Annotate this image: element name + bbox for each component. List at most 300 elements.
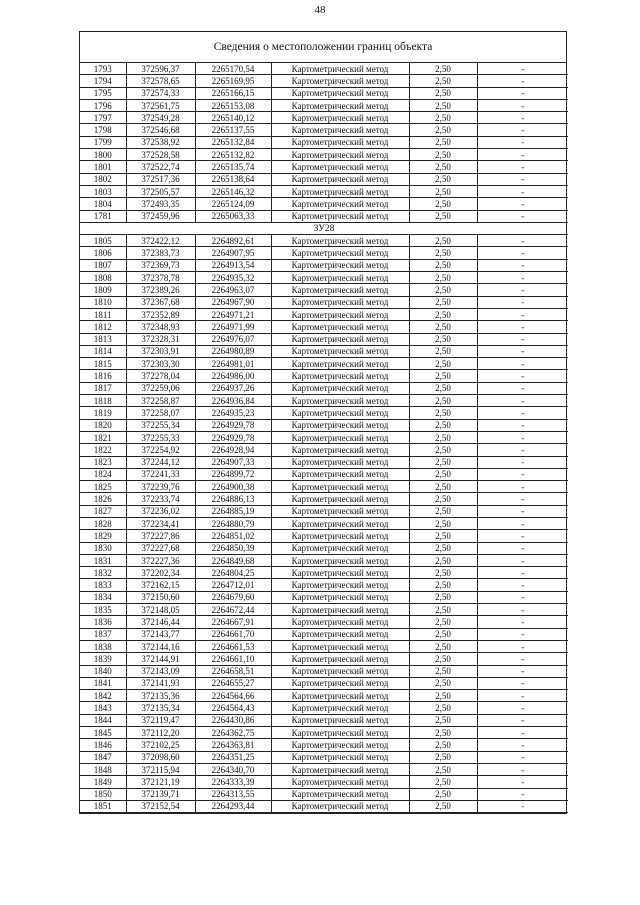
table-row — [80, 493, 568, 505]
table-row — [80, 579, 568, 591]
point-number-cell: 1817 — [80, 382, 126, 394]
x-coordinate-cell: 372561,75 — [126, 99, 195, 111]
point-number-cell: 1848 — [80, 763, 126, 775]
point-number-cell: 1851 — [80, 800, 126, 812]
x-coordinate-cell: 372255,33 — [126, 431, 195, 443]
x-coordinate-cell: 372348,93 — [126, 321, 195, 333]
point-number-cell: 1834 — [80, 591, 126, 603]
accuracy-cell: 2,50 — [409, 542, 477, 554]
accuracy-cell: 2,50 — [409, 99, 477, 111]
x-coordinate-cell: 372303,91 — [126, 345, 195, 357]
accuracy-cell: 2,50 — [409, 272, 477, 284]
y-coordinate-cell: 2264981,01 — [195, 358, 271, 370]
x-coordinate-cell: 372150,60 — [126, 591, 195, 603]
description-cell: - — [477, 419, 568, 431]
x-coordinate-cell: 372538,92 — [126, 136, 195, 148]
table-row — [80, 370, 568, 382]
method-cell: Картометрический метод — [271, 616, 409, 628]
method-cell: Картометрический метод — [271, 75, 409, 87]
y-coordinate-cell: 2265137,55 — [195, 124, 271, 136]
accuracy-cell: 2,50 — [409, 247, 477, 259]
point-number-cell: 1840 — [80, 665, 126, 677]
y-coordinate-cell: 2264976,07 — [195, 333, 271, 345]
table-row — [80, 542, 568, 554]
table-row — [80, 640, 568, 652]
accuracy-cell: 2,50 — [409, 800, 477, 812]
accuracy-cell: 2,50 — [409, 419, 477, 431]
point-number-cell: 1833 — [80, 579, 126, 591]
table-row — [80, 604, 568, 616]
table-row — [80, 456, 568, 468]
method-cell: Картометрический метод — [271, 370, 409, 382]
x-coordinate-cell: 372528,58 — [126, 149, 195, 161]
method-cell: Картометрический метод — [271, 456, 409, 468]
point-number-cell: 1806 — [80, 247, 126, 259]
section-label: ЗУ28 — [80, 222, 568, 234]
x-coordinate-cell: 372259,06 — [126, 382, 195, 394]
description-cell: - — [477, 173, 568, 185]
description-cell: - — [477, 456, 568, 468]
table-row — [80, 112, 568, 124]
accuracy-cell: 2,50 — [409, 579, 477, 591]
table-row — [80, 99, 568, 111]
point-number-cell: 1820 — [80, 419, 126, 431]
x-coordinate-cell: 372244,12 — [126, 456, 195, 468]
x-coordinate-cell: 372162,15 — [126, 579, 195, 591]
description-cell: - — [477, 567, 568, 579]
method-cell: Картометрический метод — [271, 505, 409, 517]
method-cell: Картометрический метод — [271, 640, 409, 652]
y-coordinate-cell: 2264963,07 — [195, 284, 271, 296]
coordinates-table-frame — [79, 31, 567, 814]
description-cell: - — [477, 444, 568, 456]
y-coordinate-cell: 2264679,60 — [195, 591, 271, 603]
description-cell: - — [477, 530, 568, 542]
description-cell: - — [477, 272, 568, 284]
x-coordinate-cell: 372141,93 — [126, 677, 195, 689]
description-cell: - — [477, 505, 568, 517]
description-cell: - — [477, 198, 568, 210]
description-cell: - — [477, 431, 568, 443]
x-coordinate-cell: 372254,92 — [126, 444, 195, 456]
method-cell: Картометрический метод — [271, 247, 409, 259]
point-number-cell: 1800 — [80, 149, 126, 161]
method-cell: Картометрический метод — [271, 788, 409, 800]
point-number-cell: 1794 — [80, 75, 126, 87]
accuracy-cell: 2,50 — [409, 185, 477, 197]
y-coordinate-cell: 2264936,84 — [195, 395, 271, 407]
x-coordinate-cell: 372258,87 — [126, 395, 195, 407]
table-row — [80, 468, 568, 480]
description-cell: - — [477, 690, 568, 702]
y-coordinate-cell: 2264430,86 — [195, 714, 271, 726]
y-coordinate-cell: 2264658,51 — [195, 665, 271, 677]
description-cell: - — [477, 653, 568, 665]
accuracy-cell: 2,50 — [409, 517, 477, 529]
method-cell: Картометрический метод — [271, 628, 409, 640]
method-cell: Картометрический метод — [271, 591, 409, 603]
method-cell: Картометрический метод — [271, 235, 409, 247]
description-cell: - — [477, 395, 568, 407]
x-coordinate-cell: 372139,71 — [126, 788, 195, 800]
description-cell: - — [477, 493, 568, 505]
method-cell: Картометрический метод — [271, 185, 409, 197]
y-coordinate-cell: 2264935,23 — [195, 407, 271, 419]
table-row — [80, 714, 568, 726]
table-row — [80, 173, 568, 185]
accuracy-cell: 2,50 — [409, 149, 477, 161]
method-cell: Картометрический метод — [271, 198, 409, 210]
x-coordinate-cell: 372202,34 — [126, 567, 195, 579]
accuracy-cell: 2,50 — [409, 407, 477, 419]
table-row — [80, 185, 568, 197]
method-cell: Картометрический метод — [271, 296, 409, 308]
accuracy-cell: 2,50 — [409, 739, 477, 751]
point-number-cell: 1811 — [80, 308, 126, 320]
y-coordinate-cell: 2265063,33 — [195, 210, 271, 222]
description-cell: - — [477, 99, 568, 111]
accuracy-cell: 2,50 — [409, 321, 477, 333]
point-number-cell: 1801 — [80, 161, 126, 173]
y-coordinate-cell: 2264363,81 — [195, 739, 271, 751]
x-coordinate-cell: 372148,05 — [126, 604, 195, 616]
method-cell: Картометрический метод — [271, 333, 409, 345]
table-row — [80, 751, 568, 763]
accuracy-cell: 2,50 — [409, 776, 477, 788]
y-coordinate-cell: 2265138,64 — [195, 173, 271, 185]
accuracy-cell: 2,50 — [409, 677, 477, 689]
table-row — [80, 419, 568, 431]
table-row — [80, 530, 568, 542]
method-cell: Картометрический метод — [271, 87, 409, 99]
point-number-cell: 1804 — [80, 198, 126, 210]
method-cell: Картометрический метод — [271, 124, 409, 136]
x-coordinate-cell: 372119,47 — [126, 714, 195, 726]
point-number-cell: 1814 — [80, 345, 126, 357]
x-coordinate-cell: 372121,19 — [126, 776, 195, 788]
point-number-cell: 1844 — [80, 714, 126, 726]
accuracy-cell: 2,50 — [409, 714, 477, 726]
point-number-cell: 1824 — [80, 468, 126, 480]
method-cell: Картометрический метод — [271, 714, 409, 726]
method-cell: Картометрический метод — [271, 800, 409, 812]
description-cell: - — [477, 616, 568, 628]
x-coordinate-cell: 372493,35 — [126, 198, 195, 210]
point-number-cell: 1829 — [80, 530, 126, 542]
accuracy-cell: 2,50 — [409, 567, 477, 579]
method-cell: Картометрический метод — [271, 702, 409, 714]
method-cell: Картометрический метод — [271, 751, 409, 763]
y-coordinate-cell: 2264929,78 — [195, 431, 271, 443]
accuracy-cell: 2,50 — [409, 481, 477, 493]
description-cell: - — [477, 333, 568, 345]
method-cell: Картометрический метод — [271, 419, 409, 431]
x-coordinate-cell: 372389,26 — [126, 284, 195, 296]
point-number-cell: 1802 — [80, 173, 126, 185]
y-coordinate-cell: 2264913,54 — [195, 259, 271, 271]
description-cell: - — [477, 665, 568, 677]
method-cell: Картометрический метод — [271, 530, 409, 542]
accuracy-cell: 2,50 — [409, 382, 477, 394]
accuracy-cell: 2,50 — [409, 727, 477, 739]
point-number-cell: 1831 — [80, 554, 126, 566]
accuracy-cell: 2,50 — [409, 210, 477, 222]
accuracy-cell: 2,50 — [409, 284, 477, 296]
x-coordinate-cell: 372369,73 — [126, 259, 195, 271]
accuracy-cell: 2,50 — [409, 358, 477, 370]
description-cell: - — [477, 235, 568, 247]
method-cell: Картометрический метод — [271, 382, 409, 394]
point-number-cell: 1796 — [80, 99, 126, 111]
description-cell: - — [477, 579, 568, 591]
method-cell: Картометрический метод — [271, 149, 409, 161]
y-coordinate-cell: 2265132,82 — [195, 149, 271, 161]
table-row — [80, 272, 568, 284]
x-coordinate-cell: 372378,78 — [126, 272, 195, 284]
accuracy-cell: 2,50 — [409, 702, 477, 714]
method-cell: Картометрический метод — [271, 727, 409, 739]
method-cell: Картометрический метод — [271, 112, 409, 124]
description-cell: - — [477, 776, 568, 788]
table-row — [80, 788, 568, 800]
description-cell: - — [477, 481, 568, 493]
accuracy-cell: 2,50 — [409, 591, 477, 603]
y-coordinate-cell: 2264967,90 — [195, 296, 271, 308]
method-cell: Картометрический метод — [271, 579, 409, 591]
point-number-cell: 1821 — [80, 431, 126, 443]
table-title: Сведения о местоположении границ объекта — [80, 32, 566, 63]
method-cell: Картометрический метод — [271, 604, 409, 616]
y-coordinate-cell: 2264880,79 — [195, 517, 271, 529]
point-number-cell: 1837 — [80, 628, 126, 640]
y-coordinate-cell: 2264313,55 — [195, 788, 271, 800]
description-cell: - — [477, 112, 568, 124]
table-row — [80, 259, 568, 271]
point-number-cell: 1832 — [80, 567, 126, 579]
x-coordinate-cell: 372352,89 — [126, 308, 195, 320]
table-row — [80, 210, 568, 222]
point-number-cell: 1798 — [80, 124, 126, 136]
method-cell: Картометрический метод — [271, 161, 409, 173]
point-number-cell: 1836 — [80, 616, 126, 628]
y-coordinate-cell: 2264937,26 — [195, 382, 271, 394]
table-row — [80, 161, 568, 173]
method-cell: Картометрический метод — [271, 444, 409, 456]
description-cell: - — [477, 308, 568, 320]
y-coordinate-cell: 2264850,39 — [195, 542, 271, 554]
accuracy-cell: 2,50 — [409, 530, 477, 542]
section-header-row — [80, 222, 568, 234]
description-cell: - — [477, 800, 568, 812]
accuracy-cell: 2,50 — [409, 296, 477, 308]
point-number-cell: 1797 — [80, 112, 126, 124]
description-cell: - — [477, 63, 568, 75]
y-coordinate-cell: 2264885,19 — [195, 505, 271, 517]
accuracy-cell: 2,50 — [409, 493, 477, 505]
table-row — [80, 665, 568, 677]
accuracy-cell: 2,50 — [409, 75, 477, 87]
table-row — [80, 63, 568, 75]
accuracy-cell: 2,50 — [409, 468, 477, 480]
point-number-cell: 1818 — [80, 395, 126, 407]
method-cell: Картометрический метод — [271, 99, 409, 111]
x-coordinate-cell: 372517,36 — [126, 173, 195, 185]
method-cell: Картометрический метод — [271, 554, 409, 566]
description-cell: - — [477, 161, 568, 173]
table-row — [80, 616, 568, 628]
accuracy-cell: 2,50 — [409, 112, 477, 124]
method-cell: Картометрический метод — [271, 407, 409, 419]
y-coordinate-cell: 2264661,10 — [195, 653, 271, 665]
description-cell: - — [477, 345, 568, 357]
point-number-cell: 1799 — [80, 136, 126, 148]
x-coordinate-cell: 372135,36 — [126, 690, 195, 702]
description-cell: - — [477, 542, 568, 554]
y-coordinate-cell: 2264340,70 — [195, 763, 271, 775]
point-number-cell: 1849 — [80, 776, 126, 788]
accuracy-cell: 2,50 — [409, 653, 477, 665]
method-cell: Картометрический метод — [271, 493, 409, 505]
table-row — [80, 333, 568, 345]
point-number-cell: 1828 — [80, 517, 126, 529]
method-cell: Картометрический метод — [271, 665, 409, 677]
point-number-cell: 1812 — [80, 321, 126, 333]
accuracy-cell: 2,50 — [409, 136, 477, 148]
y-coordinate-cell: 2264971,21 — [195, 308, 271, 320]
table-row — [80, 308, 568, 320]
table-row — [80, 776, 568, 788]
y-coordinate-cell: 2264849,68 — [195, 554, 271, 566]
y-coordinate-cell: 2264362,75 — [195, 727, 271, 739]
table-row — [80, 739, 568, 751]
y-coordinate-cell: 2264892,61 — [195, 235, 271, 247]
x-coordinate-cell: 372383,73 — [126, 247, 195, 259]
y-coordinate-cell: 2264351,25 — [195, 751, 271, 763]
x-coordinate-cell: 372227,86 — [126, 530, 195, 542]
x-coordinate-cell: 372578,65 — [126, 75, 195, 87]
point-number-cell: 1819 — [80, 407, 126, 419]
point-number-cell: 1822 — [80, 444, 126, 456]
x-coordinate-cell: 372546,68 — [126, 124, 195, 136]
point-number-cell: 1838 — [80, 640, 126, 652]
method-cell: Картометрический метод — [271, 308, 409, 320]
table-row — [80, 763, 568, 775]
description-cell: - — [477, 296, 568, 308]
x-coordinate-cell: 372303,30 — [126, 358, 195, 370]
table-row — [80, 407, 568, 419]
point-number-cell: 1803 — [80, 185, 126, 197]
method-cell: Картометрический метод — [271, 272, 409, 284]
table-row — [80, 321, 568, 333]
table-row — [80, 345, 568, 357]
y-coordinate-cell: 2264851,02 — [195, 530, 271, 542]
table-row — [80, 296, 568, 308]
accuracy-cell: 2,50 — [409, 333, 477, 345]
accuracy-cell: 2,50 — [409, 751, 477, 763]
method-cell: Картометрический метод — [271, 653, 409, 665]
description-cell: - — [477, 714, 568, 726]
point-number-cell: 1810 — [80, 296, 126, 308]
method-cell: Картометрический метод — [271, 542, 409, 554]
method-cell: Картометрический метод — [271, 358, 409, 370]
accuracy-cell: 2,50 — [409, 431, 477, 443]
table-row — [80, 567, 568, 579]
method-cell: Картометрический метод — [271, 468, 409, 480]
x-coordinate-cell: 372227,68 — [126, 542, 195, 554]
x-coordinate-cell: 372227,36 — [126, 554, 195, 566]
description-cell: - — [477, 468, 568, 480]
point-number-cell: 1841 — [80, 677, 126, 689]
method-cell: Картометрический метод — [271, 321, 409, 333]
x-coordinate-cell: 372258,07 — [126, 407, 195, 419]
description-cell: - — [477, 751, 568, 763]
accuracy-cell: 2,50 — [409, 395, 477, 407]
table-row — [80, 554, 568, 566]
accuracy-cell: 2,50 — [409, 370, 477, 382]
x-coordinate-cell: 372422,12 — [126, 235, 195, 247]
accuracy-cell: 2,50 — [409, 444, 477, 456]
y-coordinate-cell: 2264333,39 — [195, 776, 271, 788]
accuracy-cell: 2,50 — [409, 198, 477, 210]
table-row — [80, 395, 568, 407]
y-coordinate-cell: 2264971,99 — [195, 321, 271, 333]
description-cell: - — [477, 407, 568, 419]
y-coordinate-cell: 2264928,94 — [195, 444, 271, 456]
point-number-cell: 1835 — [80, 604, 126, 616]
description-cell: - — [477, 628, 568, 640]
accuracy-cell: 2,50 — [409, 161, 477, 173]
x-coordinate-cell: 372146,44 — [126, 616, 195, 628]
point-number-cell: 1808 — [80, 272, 126, 284]
description-cell: - — [477, 702, 568, 714]
table-row — [80, 690, 568, 702]
method-cell: Картометрический метод — [271, 259, 409, 271]
method-cell: Картометрический метод — [271, 210, 409, 222]
description-cell: - — [477, 739, 568, 751]
description-cell: - — [477, 75, 568, 87]
x-coordinate-cell: 372255,34 — [126, 419, 195, 431]
description-cell: - — [477, 124, 568, 136]
accuracy-cell: 2,50 — [409, 173, 477, 185]
point-number-cell: 1843 — [80, 702, 126, 714]
x-coordinate-cell: 372241,33 — [126, 468, 195, 480]
method-cell: Картометрический метод — [271, 173, 409, 185]
table-row — [80, 702, 568, 714]
accuracy-cell: 2,50 — [409, 554, 477, 566]
y-coordinate-cell: 2264907,33 — [195, 456, 271, 468]
y-coordinate-cell: 2264293,44 — [195, 800, 271, 812]
method-cell: Картометрический метод — [271, 776, 409, 788]
x-coordinate-cell: 372143,77 — [126, 628, 195, 640]
y-coordinate-cell: 2264804,25 — [195, 567, 271, 579]
x-coordinate-cell: 372098,60 — [126, 751, 195, 763]
accuracy-cell: 2,50 — [409, 308, 477, 320]
table-row — [80, 198, 568, 210]
point-number-cell: 1842 — [80, 690, 126, 702]
table-row — [80, 284, 568, 296]
description-cell: - — [477, 591, 568, 603]
table-row — [80, 124, 568, 136]
table-row — [80, 75, 568, 87]
x-coordinate-cell: 372505,57 — [126, 185, 195, 197]
y-coordinate-cell: 2265169,95 — [195, 75, 271, 87]
description-cell: - — [477, 259, 568, 271]
method-cell: Картометрический метод — [271, 136, 409, 148]
description-cell: - — [477, 87, 568, 99]
y-coordinate-cell: 2264929,78 — [195, 419, 271, 431]
y-coordinate-cell: 2265140,12 — [195, 112, 271, 124]
x-coordinate-cell: 372596,37 — [126, 63, 195, 75]
